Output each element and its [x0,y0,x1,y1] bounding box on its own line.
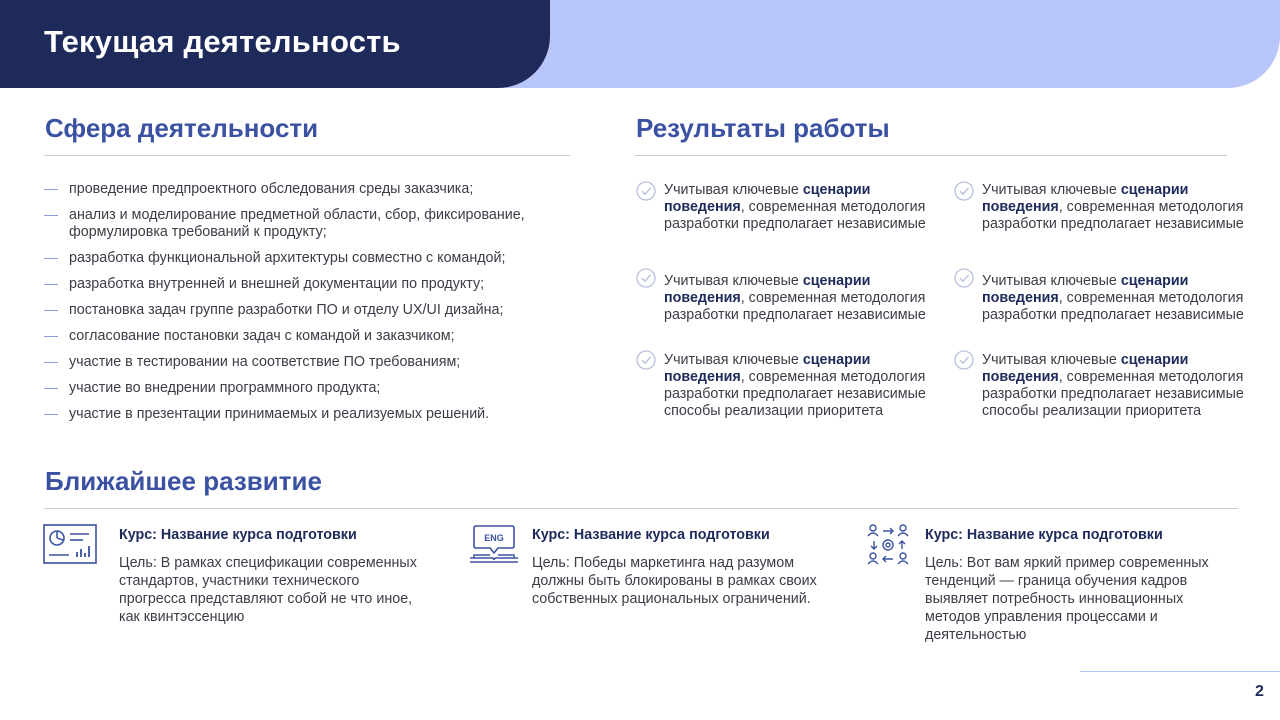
dash-bullet [44,388,58,389]
scope-section-title: Сфера деятельности [45,113,319,143]
page-number: 2 [1255,683,1264,700]
list-item [44,207,589,241]
result-text: Учитывая ключевые сценарии поведения, современная методология разработки предполагает независимые [664,182,926,232]
list-item-text: согласование постановки задач с командой и заказчиком; [69,328,455,344]
course-goal: Цель: В рамках спецификации современных стандартов, участники технического прогресса представляют собой не что иное, как квинтэссенцию [119,555,417,625]
results-divider [635,155,1227,156]
check-circle-icon [954,268,974,288]
course-goal: Цель: Вот вам яркий пример современных тенденций — граница обучения кадров выявляет потребность инновационных методов управления процессами и деятельностью [925,555,1209,643]
check-circle-icon [954,350,974,370]
dash-bullet [44,258,58,259]
dash-bullet [44,414,58,415]
list-item-text: постановка задач группе разработки ПО и отделу UX/UI дизайна; [69,302,504,318]
list-item-text: разработка функциональной архитектуры совместно с командой; [69,250,506,266]
list-item [44,250,589,267]
result-text: Учитывая ключевые сценарии поведения, современная методология разработки предполагает независимые способы реализации приоритета [664,352,926,419]
check-circle-icon [636,350,656,370]
page-title: Текущая деятельность [44,24,401,59]
result-text: Учитывая ключевые сценарии поведения, современная методология разработки предполагает независимые [664,273,926,323]
footer-line [1080,671,1280,672]
dash-bullet [44,189,58,190]
scope-list [44,181,589,432]
check-circle-icon [954,181,974,201]
course-goal: Цель: Победы маркетинга над разумом должны быть блокированы в рамках своих собственных рациональных ограничений. [532,555,817,607]
list-item [44,328,589,345]
dash-bullet [44,284,58,285]
course-title: Курс: Название курса подготовки [925,527,1163,543]
results-section-title: Результаты работы [636,113,890,143]
english-book-icon [468,524,520,568]
svg-text:ENG: ENG [484,533,504,543]
check-circle-icon [636,181,656,201]
result-text: Учитывая ключевые сценарии поведения, современная методология разработки предполагает независимые [982,182,1244,232]
team-process-icon [866,523,910,567]
list-item [44,302,589,319]
list-item [44,406,589,423]
development-divider [44,508,1238,509]
list-item [44,354,589,371]
check-circle-icon [636,268,656,288]
course-title: Курс: Название курса подготовки [532,527,770,543]
list-item [44,380,589,397]
result-text: Учитывая ключевые сценарии поведения, современная методология разработки предполагает независимые способы реализации приоритета [982,352,1244,419]
list-item-text: участие в презентации принимаемых и реализуемых решений. [69,406,490,422]
list-item-text: участие во внедрении программного продукта; [69,380,381,396]
list-item-text: анализ и моделирование предметной области, сбор, фиксирование, формулировка требований к продукту; [69,207,525,240]
list-item-text: участие в тестировании на соответствие ПО требованиям; [69,354,461,370]
dashboard-chart-icon [43,524,97,564]
list-item-text: проведение предпроектного обследования среды заказчика; [69,181,474,197]
dash-bullet [44,362,58,363]
result-text: Учитывая ключевые сценарии поведения, современная методология разработки предполагает независимые [982,273,1244,323]
list-item-text: разработка внутренней и внешней документации по продукту; [69,276,485,292]
list-item [44,276,589,293]
list-item [44,181,589,198]
scope-divider [44,155,570,156]
dash-bullet [44,336,58,337]
dash-bullet [44,310,58,311]
development-section-title: Ближайшее развитие [45,466,322,496]
dash-bullet [44,215,58,216]
course-title: Курс: Название курса подготовки [119,527,357,543]
